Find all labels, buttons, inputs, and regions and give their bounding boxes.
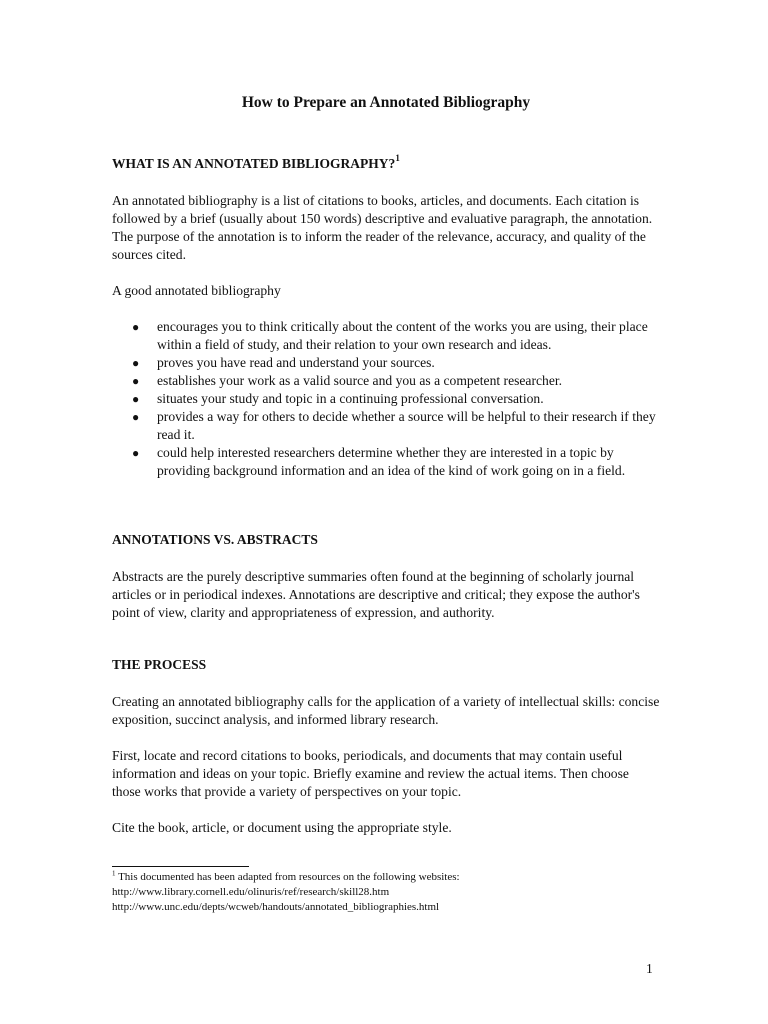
footnote	[112, 870, 660, 915]
list-item	[112, 444, 660, 480]
bullet-icon: ●	[132, 356, 140, 370]
list-item	[112, 318, 660, 354]
footnote-marker: 1	[112, 869, 116, 878]
footnote-ref[interactable]: 1	[395, 152, 400, 163]
list-item-text: encourages you to think critically about the content of the works you are using, their place within a field of study, and their relation to your own research and ideas.	[157, 319, 648, 352]
list-item-text: provides a way for others to decide whether a source will be helpful to their research if they read it.	[157, 409, 656, 442]
paragraph-abstracts: Abstracts are the purely descriptive summaries often found at the beginning of scholarly journal articles or in periodical indexes. Annotations are descriptive and critical; they expose the author's point of view, clarity and appropriateness of expression, and authority.	[112, 569, 640, 620]
paragraph-process-cite: Cite the book, article, or document using the appropriate style.	[112, 820, 452, 835]
footnote-divider	[112, 866, 249, 867]
list-item-text: situates your study and topic in a continuing professional conversation.	[157, 391, 544, 406]
bullet-icon: ●	[132, 320, 140, 334]
section-heading-the-process: THE PROCESS	[112, 657, 207, 672]
bullet-icon: ●	[132, 446, 140, 460]
section-heading-what-is	[112, 152, 400, 173]
document-title: How to Prepare an Annotated Bibliography	[241, 94, 531, 111]
bullet-icon: ●	[132, 392, 140, 406]
section-heading-annotations-vs-abstracts: ANNOTATIONS VS. ABSTRACTS	[112, 532, 318, 547]
list-item-text: proves you have read and understand your sources.	[157, 355, 435, 370]
heading-text: WHAT IS AN ANNOTATED BIBLIOGRAPHY?	[112, 156, 396, 171]
paragraph-lead: A good annotated bibliography	[112, 283, 281, 298]
list-item	[112, 354, 660, 372]
footnote-text-line	[112, 870, 660, 885]
paragraph-process-locate: First, locate and record citations to books, periodicals, and documents that may contain useful information and ideas on your topic. Briefly examine and review the actual items. Then choose those works that provide a variety of perspectives on your topic.	[112, 748, 629, 799]
bullet-icon: ●	[132, 410, 140, 424]
page-number: 1	[646, 961, 653, 976]
list-item	[112, 372, 660, 390]
benefits-list	[112, 318, 660, 480]
list-item	[112, 408, 660, 444]
paragraph-process-intro: Creating an annotated bibliography calls for the application of a variety of intellectual skills: concise exposition, succinct analysis, and informed library research.	[112, 694, 660, 727]
list-item-text: establishes your work as a valid source and you as a competent researcher.	[157, 373, 563, 388]
footnote-link-cornell[interactable]: http://www.library.cornell.edu/olinuris/ref/research/skill28.htm	[112, 886, 390, 898]
bullet-icon: ●	[132, 374, 140, 388]
list-item	[112, 390, 660, 408]
footnote-text: This documented has been adapted from resources on the following websites:	[118, 871, 460, 883]
paragraph-definition: An annotated bibliography is a list of citations to books, articles, and documents. Each citation is followed by a brief (usually about 150 words) descriptive and evaluative paragraph, the annotation. The purpose of the annotation is to inform the reader of the relevance, accuracy, and quality of the sources cited.	[112, 193, 653, 262]
footnote-link-unc[interactable]: http://www.unc.edu/depts/wcweb/handouts/annotated_bibliographies.html	[112, 901, 440, 913]
list-item-text: could help interested researchers determine whether they are interested in a topic by providing background information and an idea of the kind of work going on in a field.	[157, 445, 626, 478]
